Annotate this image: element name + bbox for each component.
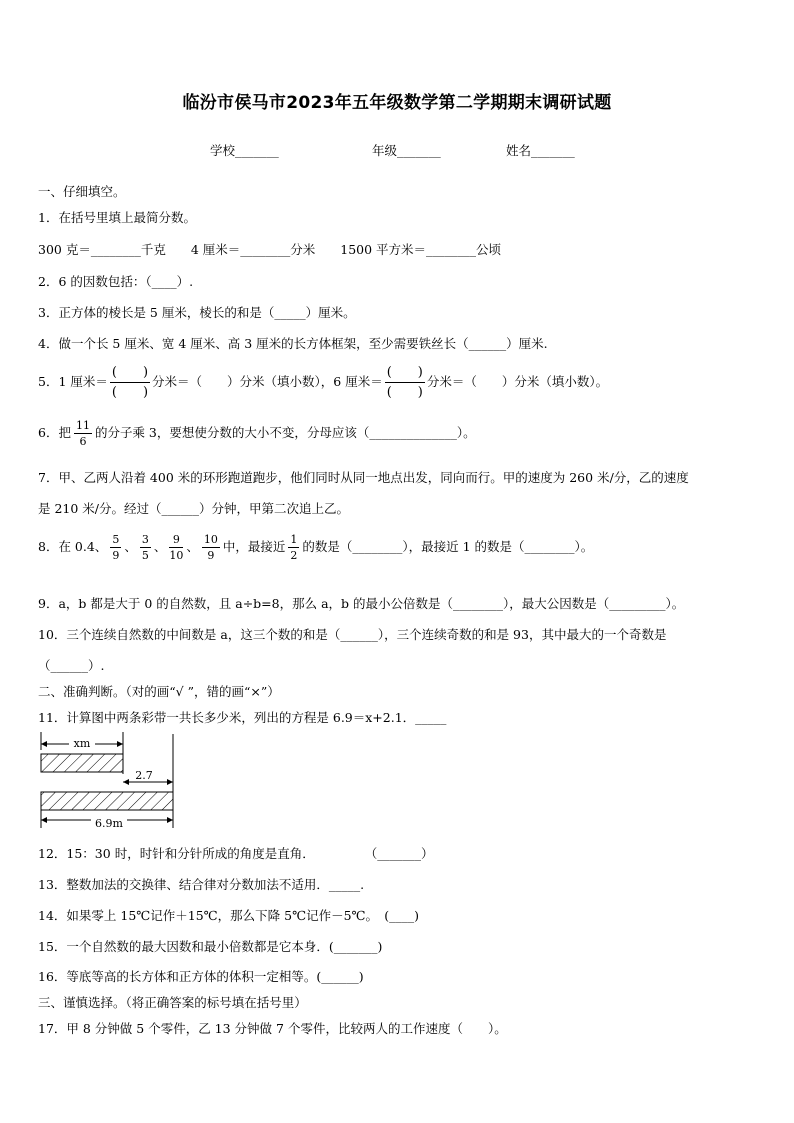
fraction-numerator: 9 xyxy=(169,534,183,548)
question-8: 8．在 0.4、 $\frac{5}{9}$ 、 $\frac{3}{5}$ 、 $\frac{9}{10}$ 、 $\frac{10}{9}$ 中，最接近 $\frac{1}{2}$ 的数是（________），最接近 1 的数是（________）。 xyxy=(38,533,594,562)
question-5-part-c: 分米＝（ ）分米（填小数）。 xyxy=(426,374,609,389)
fraction xyxy=(169,534,183,561)
blank-numerator: ( ) xyxy=(110,366,150,383)
blank-fraction xyxy=(110,366,150,399)
total-label: 6.9m xyxy=(95,817,123,830)
question-16: 16．等底等高的长方体和正方体的体积一定相等。(______) xyxy=(38,969,364,984)
question-8-part-b: 中，最接近 xyxy=(222,539,286,554)
question-10-line-1: 10．三个连续自然数的中间数是 a，这三个数的和是（______），三个连续奇数的和是 93，其中最大的一个奇数是 xyxy=(38,627,667,642)
school-field: 学校_______ xyxy=(210,143,279,158)
name-field: 姓名_______ xyxy=(506,143,575,158)
gap-label: 2.7 xyxy=(135,769,153,782)
question-8-part-a: 8．在 0.4、 xyxy=(38,539,108,554)
grade-field: 年级_______ xyxy=(372,143,441,158)
question-6 xyxy=(38,420,476,447)
question-1: 1．在括号里填上最简分数。 xyxy=(38,210,196,225)
question-1-sub: 300 克＝________千克 4 厘米＝________分米 1500 平方米＝________公顷 xyxy=(38,242,502,257)
question-9: 9．a，b 都是大于 0 的自然数，且 a÷b=8，那么 a，b 的最小公倍数是（________），最大公因数是（_________）。 xyxy=(38,596,685,611)
question-10-line-2: （______）. xyxy=(38,658,105,673)
blank-numerator: ( ) xyxy=(385,366,425,383)
section-heading-fill: 一、仔细填空。 xyxy=(38,184,126,199)
fraction-denominator: 9 xyxy=(207,549,215,562)
question-15: 15．一个自然数的最大因数和最小倍数都是它本身．(_______) xyxy=(38,939,383,954)
question-4: 4．做一个长 5 厘米、宽 4 厘米、高 3 厘米的长方体框架，至少需要铁丝长（______）厘米. xyxy=(38,336,548,351)
section-heading-judge: 二、准确判断。（对的画“√ ”，错的画“×”） xyxy=(38,684,280,699)
arrow-right xyxy=(117,741,123,747)
fraction-denominator: 9 xyxy=(112,549,120,562)
fraction xyxy=(140,534,151,561)
question-2: 2．6 的因数包括：（____）. xyxy=(38,274,194,289)
question-5-part-a: 5．1 厘米＝ xyxy=(38,374,108,389)
page-title: 临汾市侯马市2023年五年级数学第二学期期末调研试题 xyxy=(182,93,612,113)
question-7-line-2: 是 210 米/分。经过（______）分钟，甲第二次追上乙。 xyxy=(38,501,350,516)
fraction xyxy=(202,534,220,561)
blank-denominator: ( ) xyxy=(111,385,149,400)
blank-denominator: ( ) xyxy=(386,385,423,400)
xm-label: xm xyxy=(73,737,91,750)
fraction-denominator: 2 xyxy=(290,549,298,562)
question-13: 13．整数加法的交换律、结合律对分数加法不适用．_____. xyxy=(38,877,365,892)
fraction xyxy=(74,420,92,447)
ribbon-diagram xyxy=(36,732,186,832)
fraction-numerator: 10 xyxy=(203,533,218,546)
question-6-part-b: 的分子乘 3，要想使分数的大小不变，分母应该（______________）。 xyxy=(94,425,476,440)
question-5 xyxy=(38,366,608,399)
fraction-numerator: 3 xyxy=(141,533,149,546)
fraction-denominator: 10 xyxy=(169,549,184,562)
question-8-part-c: 的数是（________），最接近 1 的数是（________）。 xyxy=(302,539,594,554)
question-17: 17．甲 8 分钟做 5 个零件，乙 13 分钟做 7 个零件，比较两人的工作速度（ ）。 xyxy=(38,1021,507,1036)
question-7-line-1: 7．甲、乙两人沿着 400 米的环形跑道跑步，他们同时从同一地点出发，同向而行。甲的速度为 260 米/分，乙的速度 xyxy=(38,470,689,485)
fraction-numerator: 5 xyxy=(112,533,120,546)
ribbon-top xyxy=(41,754,123,772)
fraction-numerator: 1 xyxy=(290,533,298,546)
fraction-half xyxy=(288,534,299,561)
question-6-part-a: 6．把 xyxy=(38,425,71,440)
section-heading-choice: 三、谨慎选择。（将正确答案的标号填在括号里） xyxy=(38,995,307,1010)
fraction-denominator: 6 xyxy=(79,435,87,448)
question-11: 11．计算图中两条彩带一共长多少米，列出的方程是 6.9＝x+2.1．_____ xyxy=(38,710,447,725)
fraction xyxy=(110,534,121,561)
question-3: 3．正方体的棱长是 5 厘米，棱长的和是（_____）厘米。 xyxy=(38,305,356,320)
question-5-part-b: 分米＝（ ）分米（填小数），6 厘米＝ xyxy=(152,374,383,389)
blank-fraction xyxy=(385,366,425,399)
ribbon-bottom xyxy=(41,792,173,810)
question-12: 12．15：30 时，时针和分针所成的角度是直角． （_______） xyxy=(38,846,434,861)
arrow-left xyxy=(41,741,47,747)
question-14: 14．如果零上 15℃记作＋15℃，那么下降 5℃记作－5℃。 (____) xyxy=(38,908,420,923)
fraction-numerator: 11 xyxy=(75,419,90,432)
fraction-denominator: 5 xyxy=(141,549,149,562)
